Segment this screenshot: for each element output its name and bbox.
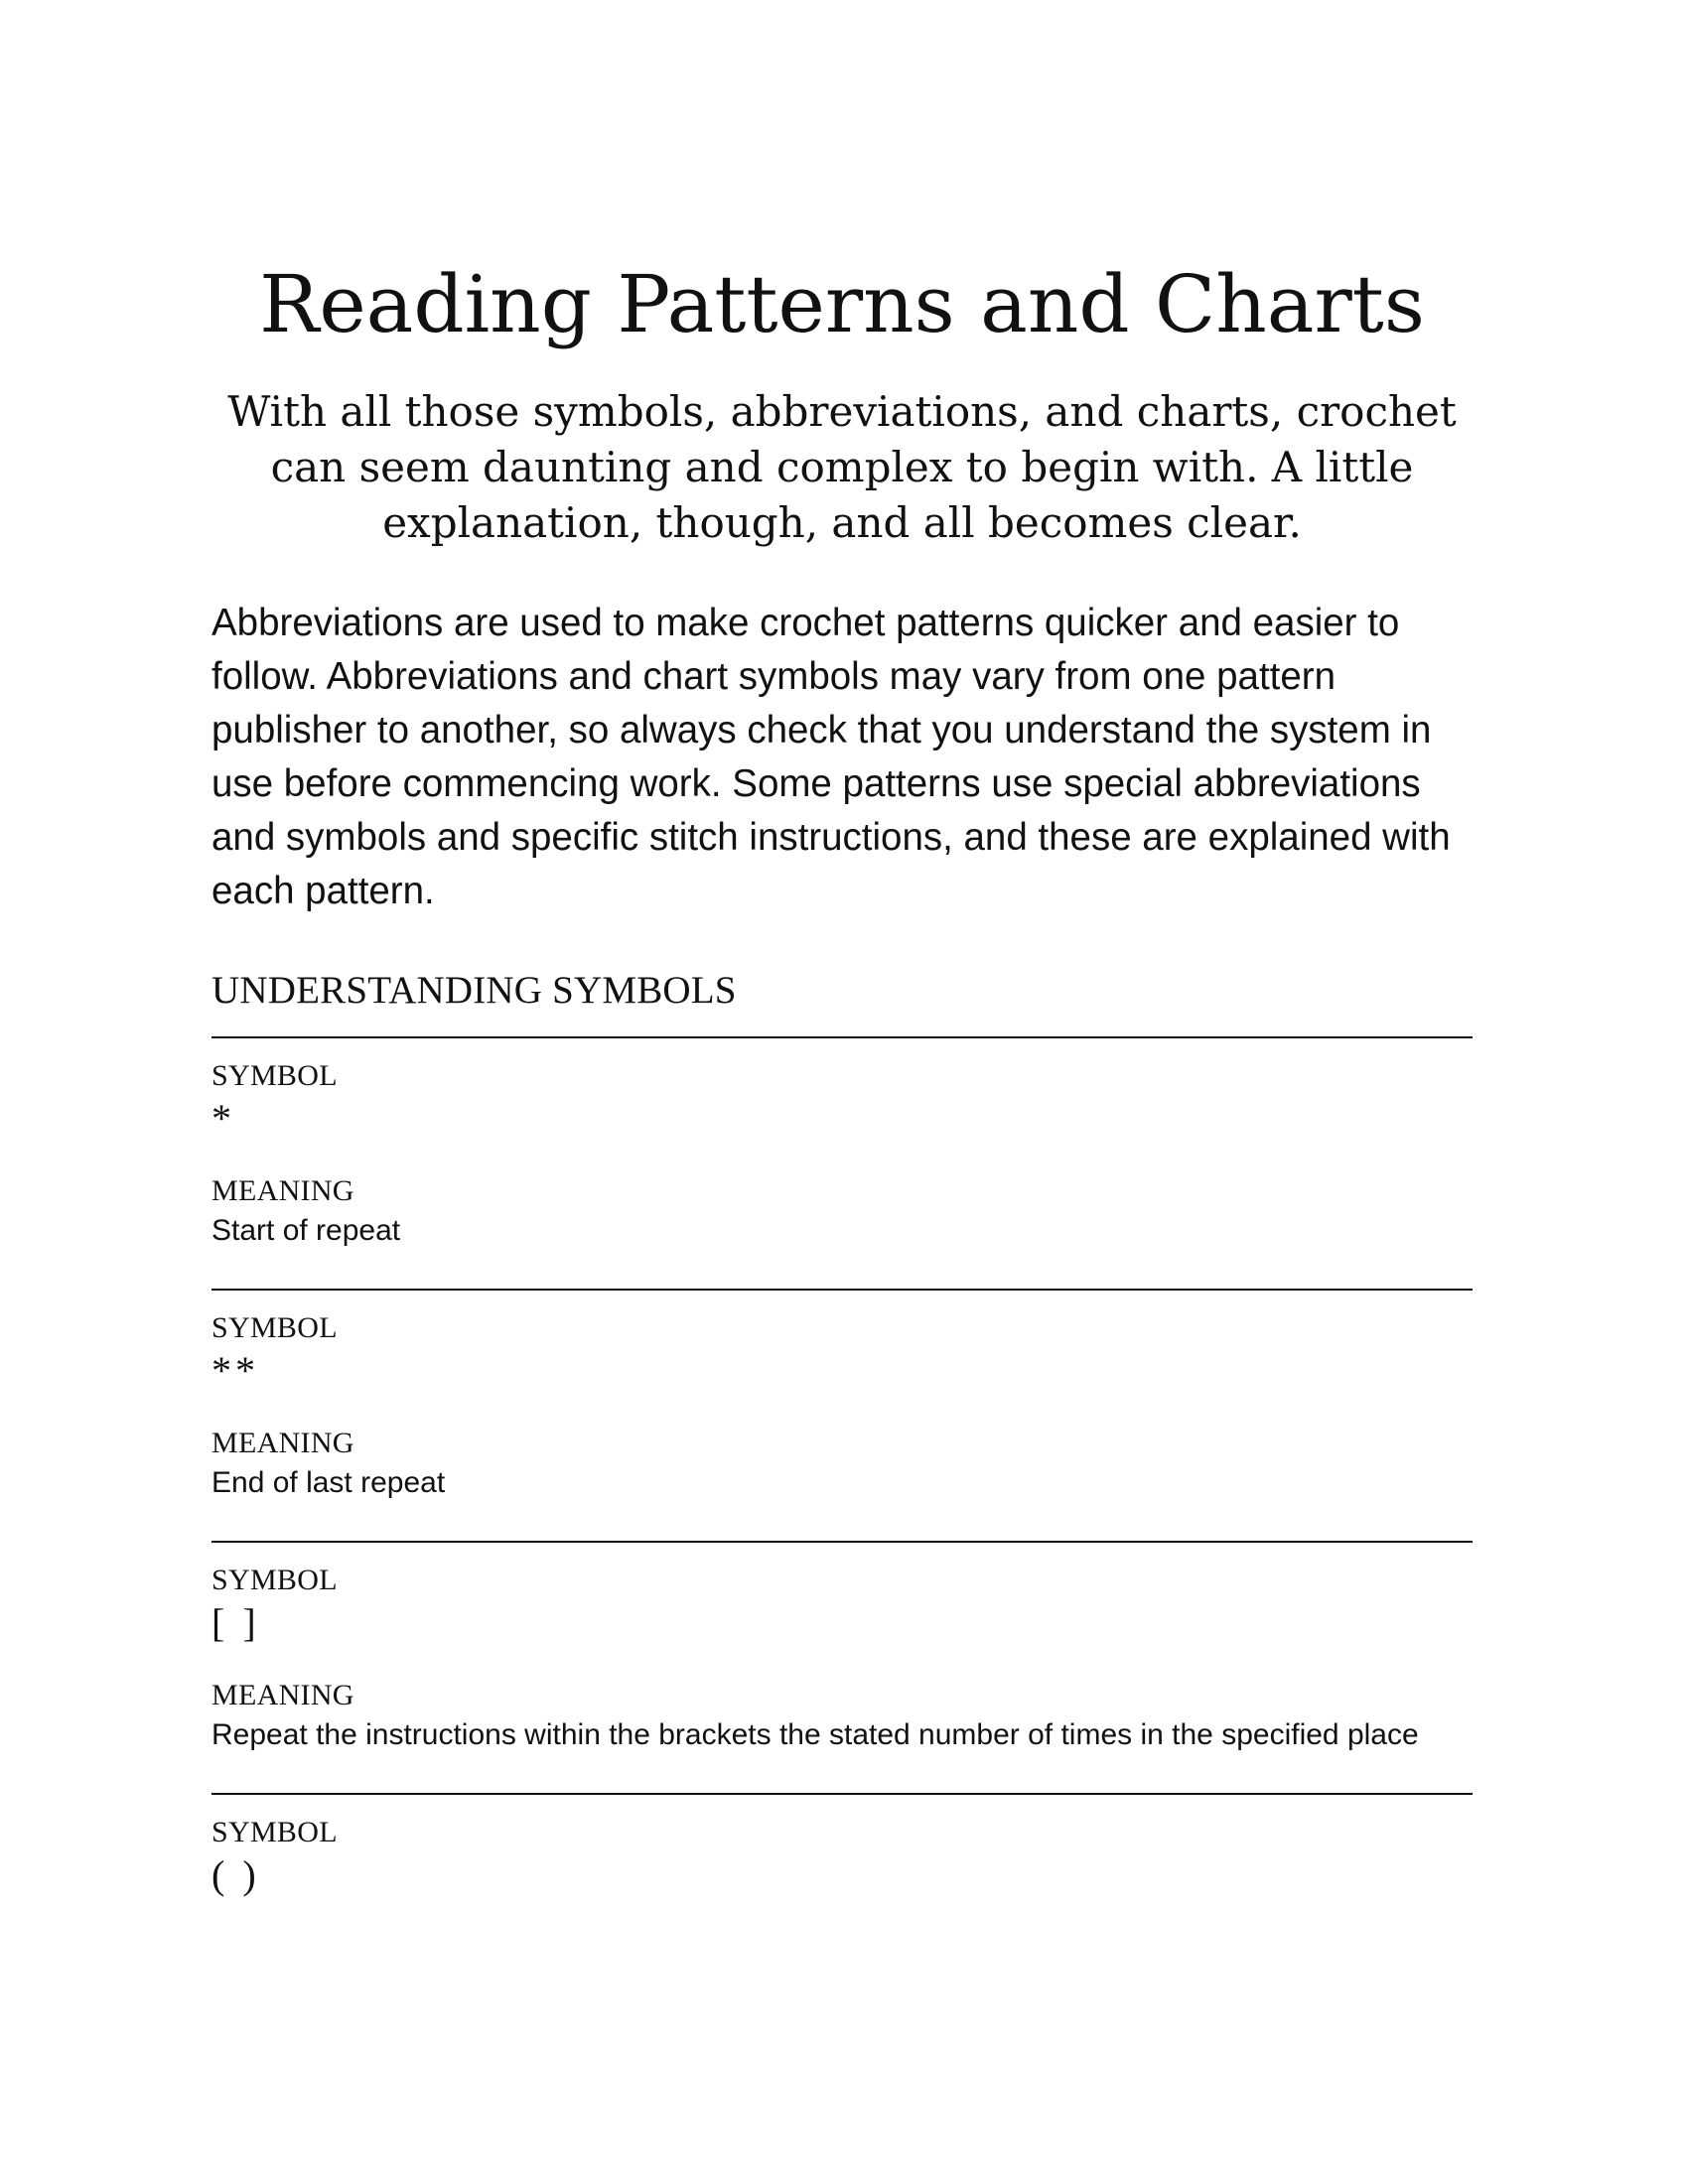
symbol-label: SYMBOL (211, 1059, 338, 1092)
symbol-row (211, 1036, 1473, 1289)
meaning-value: Repeat the instructions within the brackets the stated number of times in the specified place (211, 1718, 1419, 1751)
section-heading: UNDERSTANDING SYMBOLS (211, 969, 737, 1012)
symbol-row (211, 1541, 1473, 1793)
symbol-value: [ ] (211, 1600, 260, 1645)
symbol-value: * (211, 1096, 235, 1141)
meaning-label: MEANING (211, 1679, 354, 1711)
symbol-value: ( ) (211, 1852, 260, 1897)
symbol-row (211, 1793, 1473, 1936)
symbol-value: ** (211, 1348, 259, 1393)
symbol-label: SYMBOL (211, 1816, 338, 1848)
symbol-row (211, 1289, 1473, 1541)
symbol-label: SYMBOL (211, 1564, 338, 1596)
meaning-label: MEANING (211, 1174, 354, 1207)
meaning-value: End of last repeat (211, 1466, 446, 1499)
symbol-label: SYMBOL (211, 1311, 338, 1344)
intro-paragraph: Abbreviations are used to make crochet patterns quicker and easier to follow. Abbreviations and chart symbols may vary from one pattern publisher to another, so always check that you understand the system in use before commencing work. Some patterns use special abbreviations and symbols and specific stitch instructions, and these are explained with each pattern. (211, 602, 1451, 912)
page-subtitle: With all those symbols, abbreviations, and charts, crochet can seem daunting and complex to begin with. A little explanation, though, and all becomes clear. (227, 387, 1457, 547)
symbols-table (211, 1036, 1473, 1936)
document-page (211, 258, 1473, 1936)
page-title: Reading Patterns and Charts (259, 258, 1425, 350)
meaning-value: Start of repeat (211, 1214, 401, 1247)
meaning-label: MEANING (211, 1427, 354, 1459)
